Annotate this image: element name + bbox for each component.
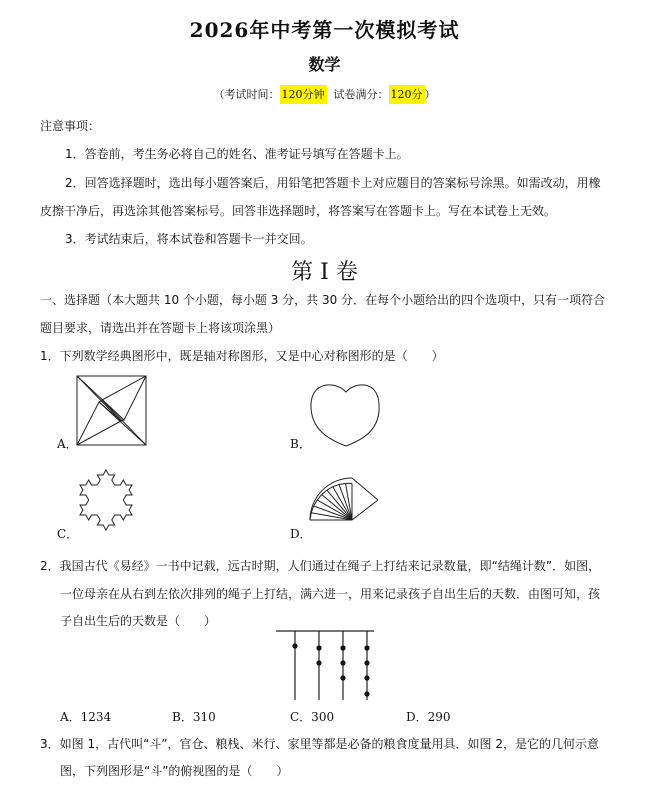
q2-line1: 2．我国古代《易经》一书中记载，远古时期，人们通过在绳子上打结来记录数量，即“结绳计数”．如图， [40, 559, 601, 573]
q2-option-d[interactable]: D．290 [406, 710, 451, 724]
info-mid: 试卷满分： [326, 88, 389, 101]
exam-title: 2026年中考第一次模拟考试 [189, 18, 460, 42]
note-2-cont: 皮擦干净后，再选涂其他答案标号。回答非选择题时，将答案写在答题卡上。写在本试卷上无效。 [40, 204, 557, 218]
q1-option-b[interactable]: B． [290, 437, 311, 451]
subject-title: 数学 [308, 55, 341, 74]
part-heading-line1: 一、选择题（本大题共 10 个小题，每小题 3 分，共 30 分．在每个小题给出的四个选项中，只有一项符合 [40, 293, 606, 307]
q1-option-d[interactable]: D． [290, 527, 312, 541]
info-open: （考试时间： [213, 88, 280, 101]
q2-option-b[interactable]: B．310 [172, 710, 216, 724]
note-1: 1．答卷前，考生务必将自己的姓名、准考证号填写在答题卡上。 [65, 147, 409, 161]
q2-line2: 一位母亲在从右到左依次排列的绳子上打结，满六进一，用来记录孩子自出生后的天数．由图可知，孩 [60, 587, 601, 601]
q2-option-a[interactable]: A．1234 [60, 710, 112, 724]
q2-option-c[interactable]: C．300 [290, 710, 335, 724]
exam-time-value: 120分钟 [280, 85, 327, 104]
q1-option-c[interactable]: C． [57, 527, 79, 541]
note-2: 2．回答选择题时，选出每小题答案后，用铅笔把答题卡上对应题目的答案标号涂黑。如需改动，用橡 [65, 176, 601, 190]
note-3: 3．考试结束后，将本试卷和答题卡一并交回。 [65, 232, 313, 246]
q1-stem: 1．下列数学经典图形中，既是轴对称图形，又是中心对称图形的是（ ） [40, 349, 444, 363]
q1-option-a[interactable]: A． [57, 437, 78, 451]
q3-line1: 3．如图 1，古代叫“斗”，官仓、粮栈、米行、家里等都是必备的粮食度量用具．如图 2，是它的几何示意 [40, 737, 599, 751]
volume-title: 第 I 卷 [291, 260, 358, 285]
part-heading-line2: 题目要求，请选出并在答题卡上将该项涂黑） [40, 321, 281, 335]
notes-heading: 注意事项： [40, 119, 101, 133]
info-close: ） [424, 88, 436, 101]
q3-line2: 图，下列图形是“斗”的俯视图的是（ ） [60, 764, 289, 778]
q2-line3: 子自出生后的天数是（ ） [60, 614, 217, 628]
exam-score-value: 120分 [389, 85, 425, 104]
